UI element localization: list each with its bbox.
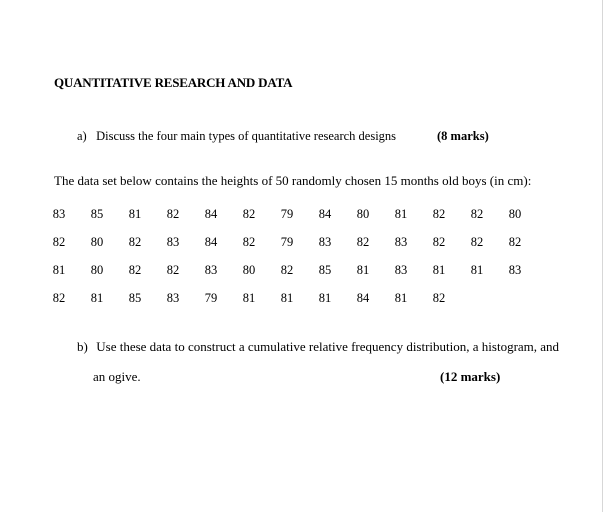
question-b-marks: (12 marks) [440, 369, 501, 384]
height-value: 84 [356, 290, 370, 305]
question-b-text-line1: Use these data to construct a cumulative relative frequency distribution, a histogram, and [96, 339, 560, 354]
table-row [40, 256, 534, 284]
question-a-marks: (8 marks) [437, 129, 489, 143]
question-a [77, 129, 396, 144]
height-value: 85 [318, 262, 332, 277]
height-value: 82 [356, 234, 370, 249]
height-value: 83 [508, 262, 522, 277]
height-value: 84 [318, 206, 332, 221]
height-value: 80 [356, 206, 370, 221]
height-value: 81 [318, 290, 332, 305]
height-value: 82 [166, 206, 180, 221]
height-value: 81 [280, 290, 294, 305]
height-value: 81 [242, 290, 256, 305]
height-value: 82 [470, 206, 484, 221]
height-value: 80 [242, 262, 256, 277]
height-value: 84 [204, 206, 218, 221]
height-value: 81 [432, 262, 446, 277]
height-value: 82 [242, 234, 256, 249]
height-value: 81 [90, 290, 104, 305]
document-title: QUANTITATIVE RESEARCH AND DATA [54, 75, 293, 90]
height-value: 82 [128, 262, 142, 277]
height-value: 82 [508, 234, 522, 249]
data-intro: The data set below contains the heights of 50 randomly chosen 15 months old boys (in cm): [54, 173, 532, 188]
height-value: 82 [52, 234, 66, 249]
height-value: 83 [166, 234, 180, 249]
height-value: 80 [90, 262, 104, 277]
height-value: 81 [128, 206, 142, 221]
height-value: 84 [204, 234, 218, 249]
height-value: 79 [280, 206, 294, 221]
question-a-text: Discuss the four main types of quantitative research designs [96, 129, 397, 143]
height-value: 82 [128, 234, 142, 249]
height-value: 83 [318, 234, 332, 249]
table-row [40, 200, 534, 228]
height-value: 82 [52, 290, 66, 305]
height-value: 82 [280, 262, 294, 277]
question-b-text-line2: an ogive. [93, 369, 141, 384]
height-value: 82 [242, 206, 256, 221]
height-value: 79 [204, 290, 218, 305]
height-value: 83 [394, 262, 408, 277]
height-value: 82 [432, 206, 446, 221]
height-value: 79 [280, 234, 294, 249]
height-value: 82 [432, 234, 446, 249]
table-row [40, 228, 534, 256]
height-value: 82 [470, 234, 484, 249]
height-value: 83 [166, 290, 180, 305]
height-value: 81 [394, 206, 408, 221]
height-value: 85 [90, 206, 104, 221]
question-b-label: b) [77, 339, 88, 354]
height-value: 81 [52, 262, 66, 277]
height-value: 82 [432, 290, 446, 305]
height-value: 81 [394, 290, 408, 305]
height-value: 80 [90, 234, 104, 249]
heights-data-table [40, 200, 534, 312]
height-value: 83 [394, 234, 408, 249]
height-value: 83 [204, 262, 218, 277]
height-value: 83 [52, 206, 66, 221]
height-value: 82 [166, 262, 180, 277]
height-value: 85 [128, 290, 142, 305]
table-row [40, 284, 534, 312]
height-value: 80 [508, 206, 522, 221]
height-value: 81 [470, 262, 484, 277]
question-b [77, 339, 559, 355]
question-a-label: a) [77, 129, 87, 143]
height-value: 81 [356, 262, 370, 277]
